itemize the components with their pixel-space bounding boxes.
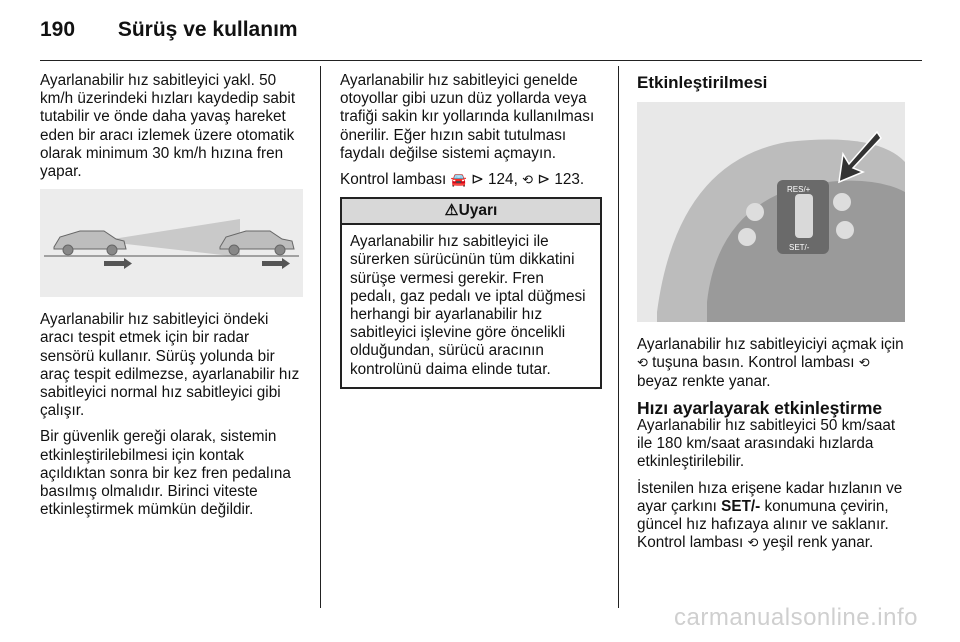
radar-beam-icon bbox=[100, 219, 240, 257]
page-number: 190 bbox=[40, 18, 76, 41]
subsection-heading: Hızı ayarlayarak etkinleştirme bbox=[637, 397, 883, 418]
warning-triangle-icon: ⚠ bbox=[444, 202, 459, 220]
page-ref-icon: ⊳ bbox=[537, 171, 551, 189]
steering-wheel-illustration bbox=[637, 102, 905, 322]
warning-body: Ayarlanabilir hız sabitleyici ile sürerken sürücünün tüm dikkatini sürüşe vermesi gerekir. Fren pedalı, gaz pedalı ve iptal düğmesi herhangi bir ayarlanabilir hız sabitleyici işlevine göre öncelikli olduğundan, sürücü aracının kontrolünü daima elinde tutar. bbox=[350, 233, 586, 378]
car-indicator-icon: 🚘 bbox=[450, 172, 467, 188]
set-label: SET/- bbox=[789, 243, 810, 253]
indicator-reference: Kontrol lambası 🚘 ⊳ 124, ⟲ ⊳ 123. bbox=[340, 171, 585, 189]
warning-box bbox=[340, 197, 602, 389]
cruise-indicator-icon: ⟲ bbox=[858, 355, 870, 371]
cruise-indicator-icon: ⟲ bbox=[747, 535, 759, 551]
paragraph: Ayarlanabilir hız sabitleyici genelde otoyollar gibi uzun düz yollarda veya trafiği sakin kır yollarında kullanılması önerilir. Eğer hızın sabit tutulması faydalı değilse sistemi açmayın. bbox=[340, 72, 595, 162]
res-label: RES/+ bbox=[787, 185, 811, 195]
section-title: Sürüş ve kullanım bbox=[117, 18, 298, 41]
car-rear-icon bbox=[54, 231, 126, 255]
arrow-right-icon bbox=[104, 258, 290, 269]
cruise-button-icon: ⟲ bbox=[637, 355, 648, 371]
cruise-indicator-icon: ⟲ bbox=[522, 172, 533, 188]
thumbwheel-icon bbox=[795, 194, 813, 238]
column-divider-2 bbox=[618, 66, 619, 608]
set-minus-label: SET/- bbox=[721, 497, 761, 515]
page-ref-icon: ⊳ bbox=[470, 171, 484, 189]
page-header bbox=[40, 18, 298, 42]
column-3 bbox=[637, 72, 905, 560]
paragraph: Ayarlanabilir hız sabitleyiciyi açmak için ⟲ tuşuna basın. Kontrol lambası ⟲ beyaz renkte yanar. bbox=[637, 336, 904, 390]
watermark: carmanualsonline.info bbox=[674, 604, 918, 631]
paragraph: Ayarlanabilir hız sabitleyici yakl. 50 km/h üzerindeki hızları kaydedip sabit tutabilir ve önde daha yavaş hareket eden bir aracı izlemek üzere otomatik olarak minimum 30 km/h hızına fren yapar. bbox=[40, 72, 296, 181]
paragraph: İstenilen hıza erişene kadar hızlanın ve ayar çarkını SET/- konumuna çevirin, güncel hız hafızaya alınır ve saklanır. Kontrol lambası ⟲ yeşil renk yanar. bbox=[637, 479, 903, 552]
column-1 bbox=[40, 72, 305, 527]
limiter-button-icon bbox=[836, 221, 854, 239]
radar-illustration bbox=[40, 189, 303, 297]
column-divider-1 bbox=[320, 66, 321, 608]
section-heading: Etkinleştirilmesi bbox=[637, 73, 768, 92]
cruise-button-icon bbox=[746, 203, 764, 221]
paragraph: Ayarlanabilir hız sabitleyici 50 km/saat ile 180 km/saat arasındaki hızlarda etkinleştirilebilir. bbox=[637, 417, 896, 471]
header-rule bbox=[40, 60, 922, 61]
warning-title: ⚠Uyarı bbox=[342, 199, 600, 225]
column-2 bbox=[340, 72, 605, 389]
paragraph: Bir güvenlik gereği olarak, sistemin etkinleştirilebilmesi için kontak açıldıktan sonra bir kez fren pedalına basılmış olmalıdır. Birinci viteste etkinleştirmek mümkün değildir. bbox=[40, 428, 291, 519]
cancel-button-icon bbox=[738, 228, 756, 246]
distance-button-icon bbox=[833, 193, 851, 211]
paragraph: Ayarlanabilir hız sabitleyici öndeki aracı tespit etmek için bir radar sensörü kullanır. Sürüş yolunda bir araç tespit edilmezse, ayarlanabilir hız sabitleyici normal hız sabitleyici gibi çalışır. bbox=[40, 311, 300, 420]
